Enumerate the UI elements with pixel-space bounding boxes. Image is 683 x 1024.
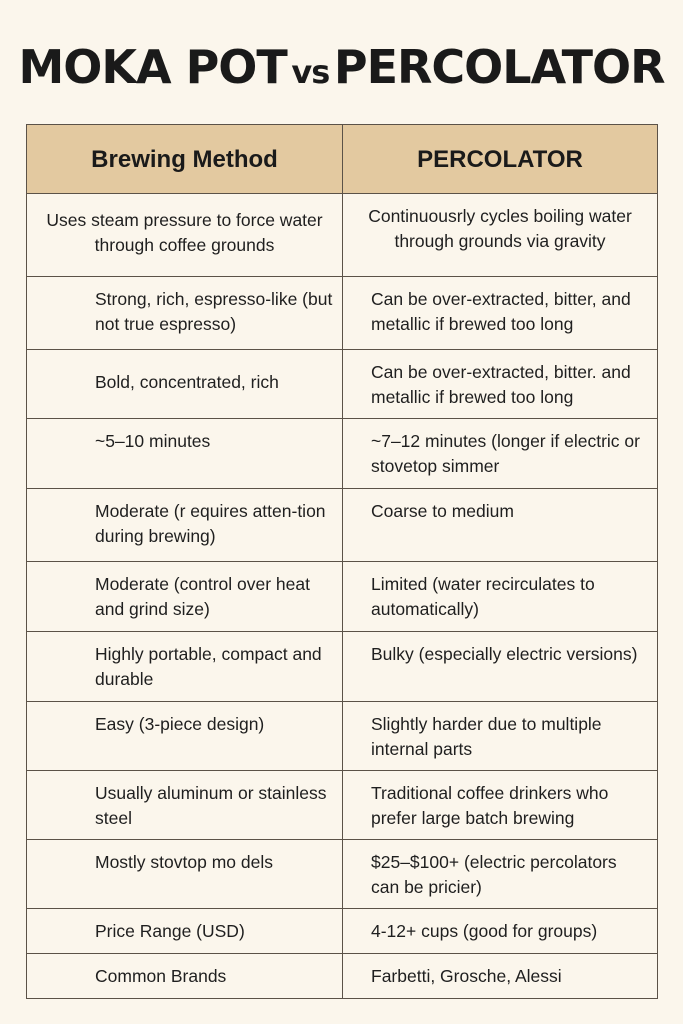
table-row bbox=[27, 419, 658, 489]
cell-moka: Strong, rich, espresso-like (but not true espresso) bbox=[27, 277, 343, 350]
cell-percolator: $25–$100+ (electric percolators can be pricier) bbox=[343, 840, 658, 909]
table-row bbox=[27, 489, 658, 562]
header-percolator: PERCOLATOR bbox=[343, 125, 658, 194]
cell-moka: Bold, concentrated, rich bbox=[27, 350, 343, 419]
table-row bbox=[27, 632, 658, 702]
cell-moka: Highly portable, compact and durable bbox=[27, 632, 343, 702]
cell-percolator: Can be over-extracted, bitter. and metallic if brewed too long bbox=[343, 350, 658, 419]
cell-moka: Moderate (r equires atten-tion during brewing) bbox=[27, 489, 343, 562]
cell-moka: ~5–10 minutes bbox=[27, 419, 343, 489]
table-row bbox=[27, 277, 658, 350]
cell-percolator: Coarse to medium bbox=[343, 489, 658, 562]
cell-percolator: Limited (water recirculates to automatically) bbox=[343, 562, 658, 632]
cell-percolator: Continuousrly cycles boiling water through grounds via gravity bbox=[343, 194, 658, 277]
cell-percolator: ~7–12 minutes (longer if electric or stovetop simmer bbox=[343, 419, 658, 489]
cell-percolator: Slightly harder due to multiple internal parts bbox=[343, 702, 658, 771]
cell-percolator: Can be over-extracted, bitter, and metallic if brewed too long bbox=[343, 277, 658, 350]
cell-moka: Uses steam pressure to force water through coffee grounds bbox=[27, 194, 343, 277]
cell-percolator: Traditional coffee drinkers who prefer large batch brewing bbox=[343, 771, 658, 840]
title-percolator: PERCOLATOR bbox=[333, 40, 665, 94]
table-row bbox=[27, 194, 658, 277]
page-title bbox=[0, 40, 683, 94]
table-row bbox=[27, 954, 658, 999]
cell-percolator: Farbetti, Grosche, Alessi bbox=[343, 954, 658, 999]
cell-moka: Usually aluminum or stainless steel bbox=[27, 771, 343, 840]
table-row bbox=[27, 771, 658, 840]
table-row bbox=[27, 562, 658, 632]
table-header-row bbox=[27, 125, 658, 194]
table-row bbox=[27, 702, 658, 771]
cell-percolator: Bulky (especially electric versions) bbox=[343, 632, 658, 702]
cell-moka: Mostly stovtop mo dels bbox=[27, 840, 343, 909]
header-brewing-method: Brewing Method bbox=[27, 125, 343, 194]
cell-moka: Price Range (USD) bbox=[27, 909, 343, 954]
title-vs: vs bbox=[291, 53, 330, 91]
cell-moka: Moderate (control over heat and grind size) bbox=[27, 562, 343, 632]
title-moka-pot: MOKA POT bbox=[18, 40, 287, 94]
cell-percolator: 4-12+ cups (good for groups) bbox=[343, 909, 658, 954]
table-row bbox=[27, 909, 658, 954]
comparison-table bbox=[26, 124, 658, 999]
cell-moka: Easy (3-piece design) bbox=[27, 702, 343, 771]
cell-moka: Common Brands bbox=[27, 954, 343, 999]
table-row bbox=[27, 840, 658, 909]
table-row bbox=[27, 350, 658, 419]
